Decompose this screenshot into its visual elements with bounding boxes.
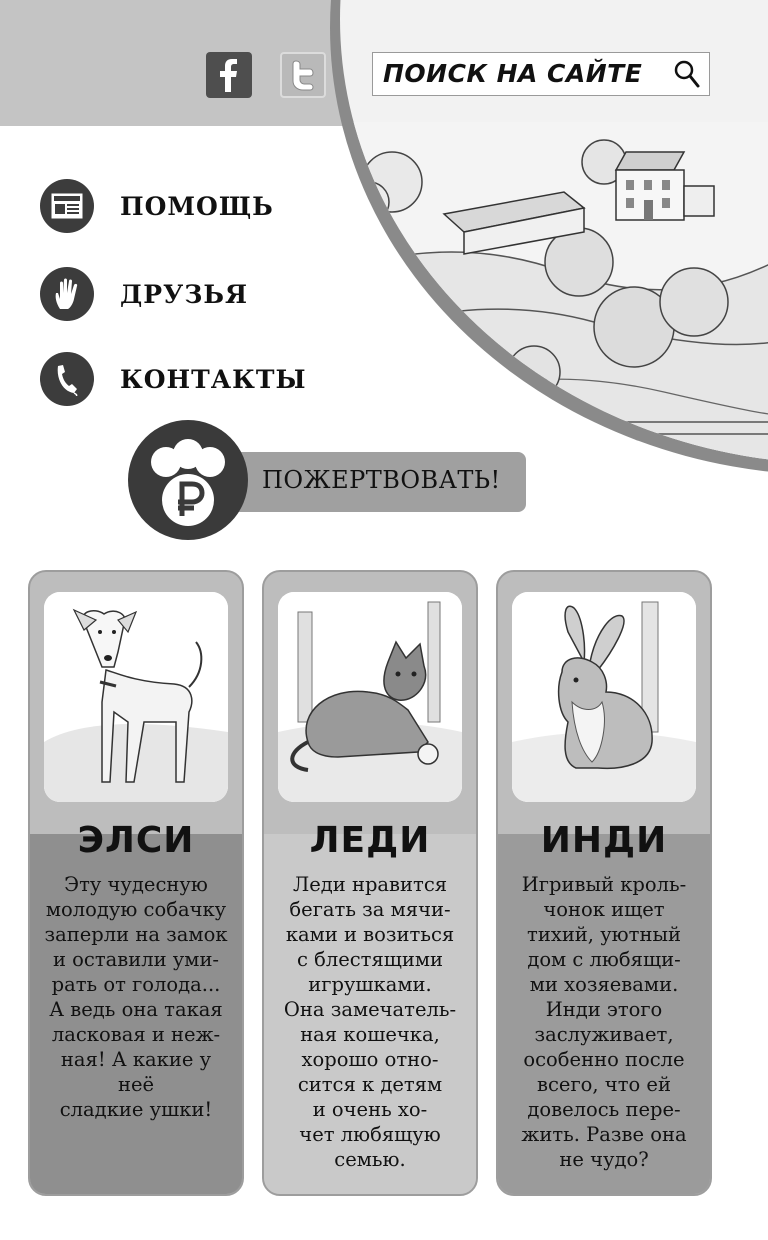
description-line: ласковая и неж- [51,1023,221,1046]
description-line: Эту чудесную [64,873,208,896]
phone-icon [40,352,94,406]
description-line: дом с любящи- [527,948,681,971]
description-line: ками и возиться [285,923,455,946]
description-line: тихий, уютный [527,923,681,946]
nav-label-friends: ДРУЗЬЯ [120,279,249,309]
twitter-button[interactable] [280,52,326,98]
description-line: жить. Разве она [521,1123,687,1146]
kitten-illustration [278,592,462,802]
pet-name: ЛЕДИ [309,820,431,861]
description-line: ми хозяевами. [529,973,679,996]
twitter-icon [282,54,324,96]
pet-name: ИНДИ [540,820,668,861]
description-line: чет любящую [299,1123,441,1146]
nav-label-help: ПОМОЩЬ [120,191,274,221]
description-line: и очень хо- [312,1098,428,1121]
facebook-icon [206,52,252,98]
description-line: Леди нравится [292,873,448,896]
description-line: сладкие ушки! [59,1098,213,1121]
description-line: с блестящими [296,948,444,971]
description-line: всего, что ей [537,1073,671,1096]
facebook-button[interactable] [206,52,252,98]
description-line: А ведь она такая [49,998,223,1021]
search-box[interactable] [372,52,710,96]
description-line: семью. [334,1148,406,1171]
description-line: игрушками. [308,973,432,996]
description-line: бегать за мячи- [289,898,451,921]
nav-item-help[interactable] [40,178,274,234]
hand-icon [40,267,94,321]
paw-ruble-icon[interactable] [128,420,248,540]
description-line: сится к детям [297,1073,443,1096]
description-line: и оставили уми- [52,948,220,971]
nav-label-contacts: КОНТАКТЫ [120,364,307,394]
pet-card-indi[interactable] [496,570,712,1196]
description-line: молодую собачку [45,898,227,921]
search-input[interactable]: ПОИСК НА САЙТЕ [383,59,643,88]
pet-description [274,872,466,1172]
description-line: Инди этого [545,998,663,1021]
search-icon[interactable] [673,59,701,89]
description-line: ная! А какие у неё [60,1048,212,1096]
nav-item-contacts[interactable] [40,351,307,407]
description-line: чонок ищет [543,898,665,921]
description-line: Игривый кроль- [521,873,687,896]
description-line: рать от голода... [51,973,221,996]
rabbit-illustration [512,592,696,802]
description-line: не чудо? [559,1148,649,1171]
donate-label[interactable]: ПОЖЕРТВОВАТЬ! [262,466,501,494]
description-line: особенно после [523,1048,685,1071]
description-line: заслуживает, [534,1023,674,1046]
description-line: хорошо отно- [301,1048,439,1071]
description-line: ная кошечка, [300,1023,440,1046]
pet-description [508,872,700,1172]
pet-name: ЭЛСИ [77,820,195,861]
news-icon [40,179,94,233]
description-line: довелось пере- [527,1098,681,1121]
pet-card-ledi[interactable] [262,570,478,1196]
description-line: Она замечатель- [283,998,457,1021]
description-line: заперли на замок [44,923,228,946]
dog-illustration [44,592,228,802]
nav-item-friends[interactable] [40,266,248,322]
pet-description [40,872,232,1122]
pet-card-elsie[interactable] [28,570,244,1196]
